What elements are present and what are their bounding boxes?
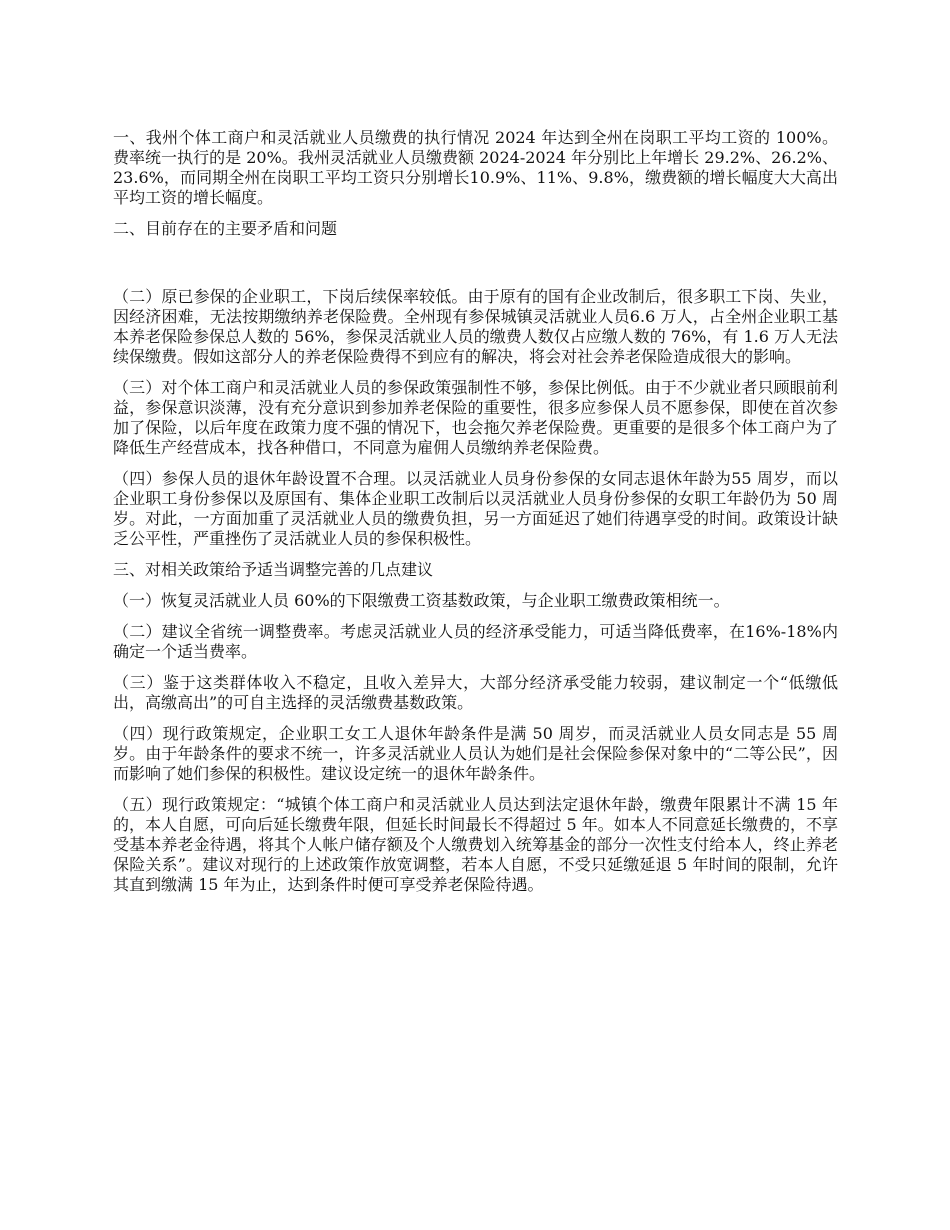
paragraph-problem-3: （三）对个体工商户和灵活就业人员的参保政策强制性不够，参保比例低。由于不少就业者只顾眼前利益，参保意识淡薄，没有充分意识到参加养老保险的重要性，很多应参保人员不愿参保，即使在首次参加了保险，以后年度在政策力度不强的情况下，也会拖欠养老保险费。更重要的是很多个体工商户为了降低生产经营成本，找各种借口，不同意为雇佣人员缴纳养老保险费。 [113,378,838,457]
paragraph-suggestion-3: （三）鉴于这类群体收入不稳定，且收入差异大，大部分经济承受能力较弱，建议制定一个“低缴低出，高缴高出”的可自主选择的灵活缴费基数政策。 [113,673,838,712]
heading-suggestions: 三、对相关政策给予适当调整完善的几点建议 [113,560,434,579]
heading-problems: 二、目前存在的主要矛盾和问题 [113,219,338,238]
paragraph-problem-2: （二）原已参保的企业职工，下岗后续保率较低。由于原有的国有企业改制后，很多职工下岗、失业，因经济困难，无法按期缴纳养老保险费。全州现有参保城镇灵活就业人员6.6 万人，占全州企业职工基本养老保险参保总人数的 56%，参保灵活就业人员的缴费人数仅占应缴人数的 76%，有 1.6 万人无法续保缴费。假如这部分人的养老保险费得不到应有的解决，将会对社会养老保险造成很大的影响。 [113,287,838,366]
blank-spacer [113,250,838,287]
paragraph-suggestion-2: （二）建议全省统一调整费率。考虑灵活就业人员的经济承受能力，可适当降低费率，在16%-18%内确定一个适当费率。 [113,622,838,661]
document-body [113,128,838,906]
paragraph-suggestion-1: （一）恢复灵活就业人员 60%的下限缴费工资基数政策，与企业职工缴费政策相统一。 [113,591,730,610]
paragraph-execution-status: 一、我州个体工商户和灵活就业人员缴费的执行情况 2024 年达到全州在岗职工平均工资的 100%。费率统一执行的是 20%。我州灵活就业人员缴费额 2024-2024 年分别比上年增长 29.2%、26.2%、23.6%，而同期全州在岗职工平均工资只分别增长10.9%、11%、9.8%，缴费额的增长幅度大大高出平均工资的增长幅度。 [113,128,838,207]
paragraph-suggestion-5: （五）现行政策规定：“城镇个体工商户和灵活就业人员达到法定退休年龄，缴费年限累计不满 15 年的，本人自愿，可向后延长缴费年限，但延长时间最长不得超过 5 年。如本人不同意延长缴费的，不享受基本养老金待遇，将其个人帐户储存额及个人缴费划入统筹基金的部分一次性支付给本人，终止养老保险关系”。建议对现行的上述政策作放宽调整，若本人自愿，不受只延缴延退 5 年时间的限制，允许其直到缴满 15 年为止，达到条件时便可享受养老保险待遇。 [113,795,838,894]
paragraph-suggestion-4: （四）现行政策规定，企业职工女工人退休年龄条件是满 50 周岁，而灵活就业人员女同志是 55 周岁。由于年龄条件的要求不统一，许多灵活就业人员认为她们是社会保险参保对象中的“二等公民”，因而影响了她们参保的积极性。建议设定统一的退休年龄条件。 [113,724,838,783]
paragraph-problem-4: （四）参保人员的退休年龄设置不合理。以灵活就业人员身份参保的女同志退休年龄为55 周岁，而以企业职工身份参保以及原国有、集体企业职工改制后以灵活就业人员身份参保的女职工年龄仍为 50 周岁。对此，一方面加重了灵活就业人员的缴费负担，另一方面延迟了她们待遇享受的时间。政策设计缺乏公平性，严重挫伤了灵活就业人员的参保积极性。 [113,469,838,548]
